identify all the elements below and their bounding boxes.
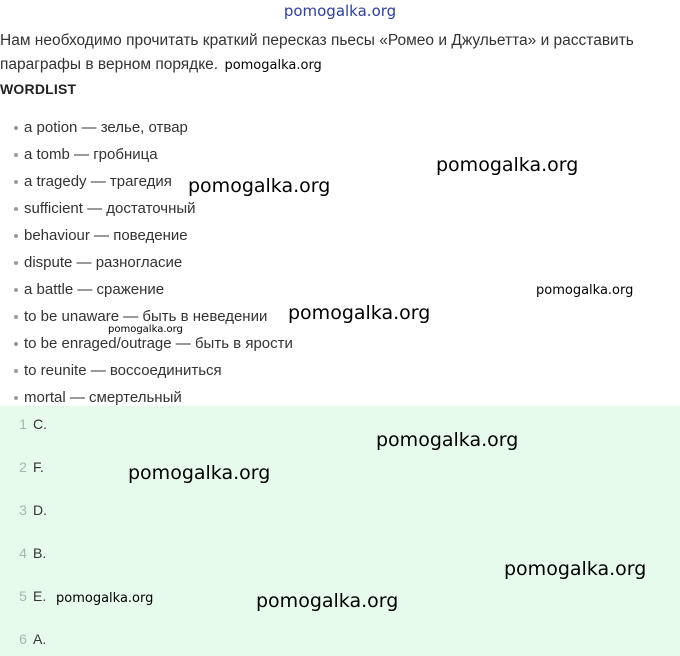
- intro-text: Нам необходимо прочитать краткий пересказ пьесы «Ромео и Джульетта» и расставить параграфы в верном порядке.: [0, 32, 634, 73]
- answer-value: B.: [33, 545, 47, 561]
- answer-value: F.: [33, 459, 44, 475]
- answer-value: D.: [33, 502, 47, 518]
- word-entry: a tragedy — трагедия: [24, 173, 172, 190]
- word-entry: behaviour — поведение: [24, 227, 188, 244]
- intro-paragraph: [0, 29, 676, 78]
- bullet-icon: [14, 315, 18, 319]
- answer-value: E.: [33, 588, 47, 604]
- answer-value: A.: [33, 631, 47, 647]
- bullet-icon: [14, 153, 18, 157]
- word-entry: dispute — разногласие: [24, 254, 183, 271]
- word-entry: to reunite — воссоединиться: [24, 362, 222, 379]
- list-item: [0, 222, 293, 249]
- answer-row: [0, 541, 46, 565]
- watermark: pomogalka.org: [436, 154, 579, 176]
- watermark: pomogalka.org: [288, 302, 431, 324]
- answer-row: [0, 627, 46, 651]
- watermark: pomogalka.org: [536, 283, 634, 298]
- answer-number: 4: [19, 545, 27, 561]
- top-watermark: pomogalka.org: [283, 2, 397, 20]
- answer-number: 1: [19, 416, 27, 432]
- list-item: [0, 195, 293, 222]
- watermark: pomogalka.org: [128, 462, 271, 484]
- answer-row: [0, 584, 46, 608]
- watermark: pomogalka.org: [188, 175, 331, 197]
- word-entry: to be enraged/outrage — быть в ярости: [24, 335, 293, 352]
- watermark: pomogalka.org: [56, 591, 154, 606]
- word-entry: a battle — сражение: [24, 281, 165, 298]
- word-entry: mortal — смертельный: [24, 389, 182, 406]
- bullet-icon: [14, 396, 18, 400]
- watermark: pomogalka.org: [504, 558, 647, 580]
- word-entry: sufficient — достаточный: [24, 200, 196, 217]
- bullet-icon: [14, 180, 18, 184]
- list-item: [0, 276, 293, 303]
- watermark: pomogalka.org: [376, 429, 519, 451]
- inline-watermark: pomogalka.org: [224, 58, 322, 73]
- bullet-icon: [14, 369, 18, 373]
- watermark: pomogalka.org: [256, 590, 399, 612]
- answer-row: [0, 455, 44, 479]
- list-item: [0, 249, 293, 276]
- word-entry: a tomb — гробница: [24, 146, 158, 163]
- bullet-icon: [14, 342, 18, 346]
- watermark: pomogalka.org: [108, 324, 183, 335]
- bullet-icon: [14, 261, 18, 265]
- bullet-icon: [14, 234, 18, 238]
- bullet-icon: [14, 126, 18, 130]
- word-entry: a potion — зелье, отвар: [24, 119, 188, 136]
- word-list: [0, 114, 293, 411]
- answer-value: C.: [33, 416, 47, 432]
- answer-number: 5: [19, 588, 27, 604]
- answer-row: [0, 498, 47, 522]
- answer-row: [0, 412, 47, 436]
- word-entry: to be unaware — быть в неведении: [24, 308, 268, 325]
- list-item: [0, 141, 293, 168]
- list-item: [0, 114, 293, 141]
- bullet-icon: [14, 207, 18, 211]
- bullet-icon: [14, 288, 18, 292]
- answers-block: [0, 406, 680, 656]
- wordlist-title: WORDLIST: [0, 81, 77, 97]
- list-item: [0, 357, 293, 384]
- answer-number: 3: [19, 502, 27, 518]
- answer-number: 2: [19, 459, 27, 475]
- answer-number: 6: [19, 631, 27, 647]
